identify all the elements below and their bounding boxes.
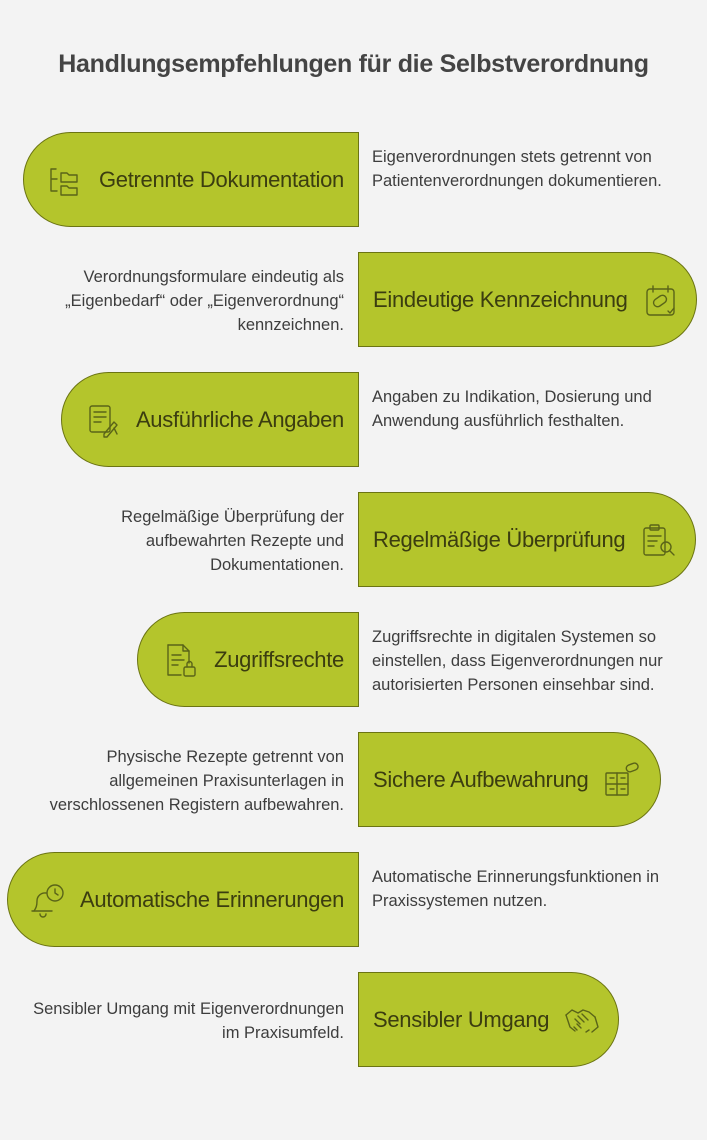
step-pill-eindeutige-kennzeichnung [358, 252, 697, 347]
step-description: Angaben zu Indikation, Dosierung und Anwendung ausführlich festhalten. [372, 388, 652, 430]
step-label: Getrennte Dokumentation [98, 166, 344, 192]
handshake-icon [563, 1001, 601, 1039]
step-description: Zugriffsrechte in digitalen Systemen so einstellen, dass Eigenverordnungen nur autorisierten Personen einsehbar sind. [372, 628, 663, 694]
clipboard-search-icon [639, 521, 677, 559]
calendar-pill-icon [642, 281, 680, 319]
step-pill-getrennte-dokumentation [23, 132, 359, 227]
folder-tree-icon [47, 161, 85, 199]
step-pill-zugriffsrechte [137, 612, 359, 707]
step-label: Sichere Aufbewahrung [373, 766, 589, 792]
step-description: Verordnungsformulare eindeutig als „Eigenbedarf“ oder „Eigenverordnung“ kennzeichnen. [65, 268, 344, 334]
step-description: Sensibler Umgang mit Eigenverordnungen im Praxisumfeld. [33, 1000, 344, 1042]
page-title: Handlungsempfehlungen für die Selbstverordnung [58, 50, 649, 78]
step-description: Regelmäßige Überprüfung der aufbewahrten Rezepte und Dokumentationen. [121, 508, 344, 574]
document-lock-icon [162, 641, 200, 679]
step-pill-sensibler-umgang [358, 972, 619, 1067]
step-label: Regelmäßige Überprüfung [373, 526, 626, 552]
document-pen-icon [84, 401, 122, 439]
step-label: Sensibler Umgang [373, 1006, 550, 1032]
bell-clock-icon [28, 881, 66, 919]
step-pill-automatische-erinnerungen [7, 852, 359, 947]
step-description: Physische Rezepte getrennt von allgemeinen Praxisunterlagen in verschlossenen Registern aufbewahren. [49, 748, 344, 814]
step-label: Eindeutige Kennzeichnung [373, 286, 628, 312]
step-description: Automatische Erinnerungsfunktionen in Praxissystemen nutzen. [372, 868, 660, 910]
step-label: Ausführliche Angaben [135, 406, 344, 432]
step-pill-sichere-aufbewahrung [358, 732, 661, 827]
step-description: Eigenverordnungen stets getrennt von Patientenverordnungen dokumentieren. [372, 148, 662, 190]
step-pill-ausfuehrliche-angaben [61, 372, 359, 467]
step-label: Zugriffsrechte [214, 646, 344, 672]
step-pill-regelmaessige-ueberpruefung [358, 492, 696, 587]
step-label: Automatische Erinnerungen [80, 886, 344, 912]
cabinet-pill-icon [602, 761, 640, 799]
